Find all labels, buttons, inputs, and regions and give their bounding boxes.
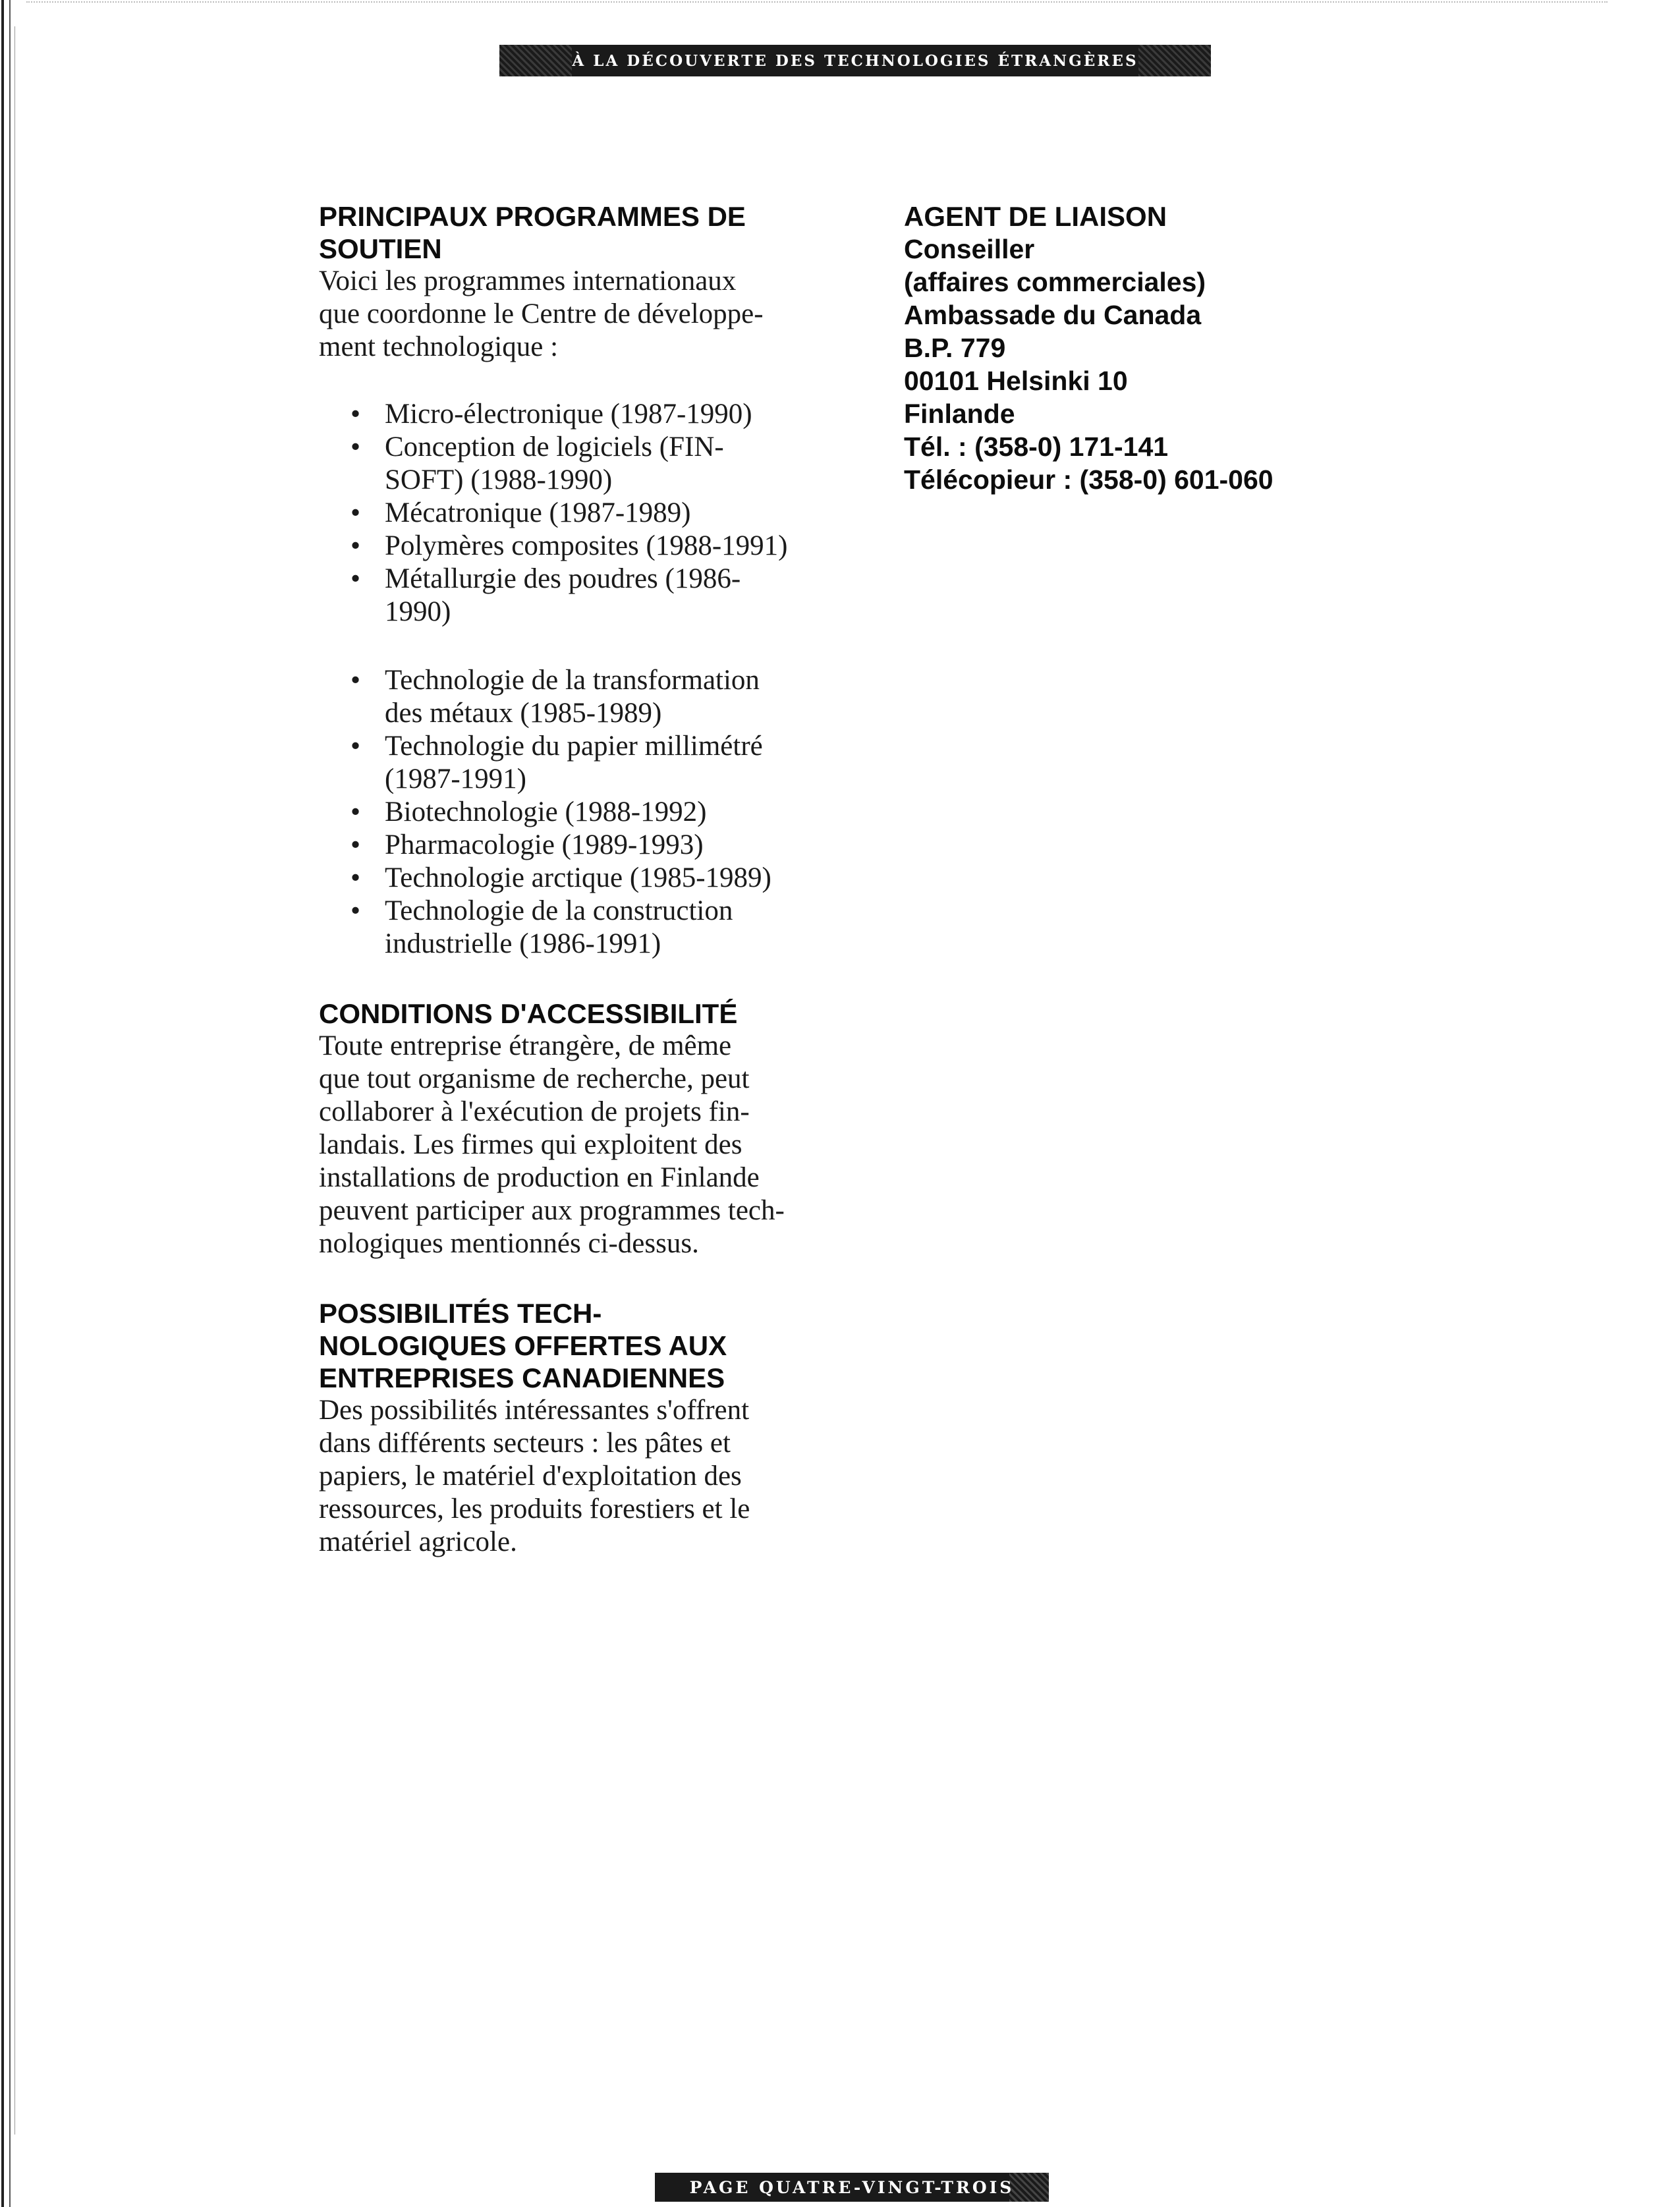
binding-edge <box>0 0 18 2207</box>
contact-phone: Tél. : (358-0) 171-141 <box>904 432 1169 462</box>
bullet-icon: • <box>350 829 361 860</box>
list-item: • Métallurgie des poudres (1986- 1990) <box>350 563 741 627</box>
list-item: • Polymères composites (1988-1991) <box>350 530 788 561</box>
page-footer <box>655 2173 1049 2202</box>
list-item: • Pharmacologie (1989-1993) <box>350 829 704 860</box>
running-header <box>499 45 1211 76</box>
binding-line <box>14 26 15 2135</box>
conditions-paragraph: Toute entreprise étrangère, de même que tout organisme de recherche, peut collaborer à l'exécution de projets fin- landais. Les firmes qui exploitent des installations de production en Finlande peuvent participer aux programmes tech- nologiques mentionnés ci-dessus. <box>319 1030 785 1259</box>
binding-line <box>1 0 4 2207</box>
liaison-contact <box>904 233 1431 496</box>
bullet-icon: • <box>350 796 361 827</box>
list-item: • Biotechnologie (1988-1992) <box>350 796 707 827</box>
liaison-heading: AGENT DE LIAISON <box>904 201 1167 232</box>
bullet-icon: • <box>350 862 361 893</box>
contact-fax: Télécopieur : (358-0) 601-060 <box>904 464 1274 495</box>
header-texture <box>1138 45 1211 76</box>
bullet-icon: • <box>350 530 361 561</box>
contact-country: Finlande <box>904 399 1015 429</box>
bullet-icon: • <box>350 665 361 696</box>
list-item: • Mécatronique (1987-1989) <box>350 497 691 528</box>
possibilities-section <box>319 1297 833 1559</box>
programs-intro: Voici les programmes internationaux que coordonne le Centre de développe- ment technologique : <box>319 265 764 362</box>
bullet-icon: • <box>350 432 361 462</box>
list-item: • Conception de logiciels (FIN- SOFT) (1988-1990) <box>350 432 724 495</box>
running-title: À LA DÉCOUVERTE DES TECHNOLOGIES ÉTRANGÈRES <box>572 51 1138 70</box>
contact-department: (affaires commerciales) <box>904 267 1206 297</box>
possibilities-paragraph: Des possibilités intéressantes s'offrent dans différents secteurs : les pâtes et papiers, le matériel d'exploitation des ressources, les produits forestiers et le matériel agricole. <box>319 1395 750 1557</box>
header-texture <box>499 45 572 76</box>
programs-section <box>319 200 833 961</box>
footer-texture <box>1009 2173 1049 2202</box>
liaison-section <box>904 200 1431 496</box>
page-number-label: PAGE QUATRE-VINGT-TROIS <box>689 2177 1015 2197</box>
contact-title: Conseiller <box>904 234 1035 264</box>
possibilities-heading: POSSIBILITÉS TECH- NOLOGIQUES OFFERTES AUX ENTREPRISES CANADIENNES <box>319 1298 727 1393</box>
contact-city: 00101 Helsinki 10 <box>904 366 1128 396</box>
list-item: • Technologie arctique (1985-1989) <box>350 862 771 893</box>
left-column <box>319 200 833 1559</box>
list-item: • Technologie du papier millimétré (1987-1991) <box>350 731 763 795</box>
contact-po-box: B.P. 779 <box>904 333 1006 363</box>
list-item: • Micro-électronique (1987-1990) <box>350 399 752 430</box>
conditions-heading: CONDITIONS D'ACCESSIBILITÉ <box>319 998 738 1029</box>
program-list-secondary <box>319 664 833 961</box>
bullet-icon: • <box>350 497 361 528</box>
right-column <box>904 200 1431 496</box>
programs-heading: PRINCIPAUX PROGRAMMES DE SOUTIEN <box>319 201 746 264</box>
contact-organization: Ambassade du Canada <box>904 300 1202 330</box>
bullet-icon: • <box>350 731 361 762</box>
program-list-primary <box>319 398 833 629</box>
bullet-icon: • <box>350 895 361 926</box>
bullet-icon: • <box>350 399 361 430</box>
conditions-section <box>319 997 833 1260</box>
top-edge-dots <box>26 1 1608 3</box>
binding-line <box>9 0 11 2207</box>
list-item: • Technologie de la construction industrielle (1986-1991) <box>350 895 733 959</box>
bullet-icon: • <box>350 563 361 594</box>
list-item: • Technologie de la transformation des métaux (1985-1989) <box>350 665 760 729</box>
